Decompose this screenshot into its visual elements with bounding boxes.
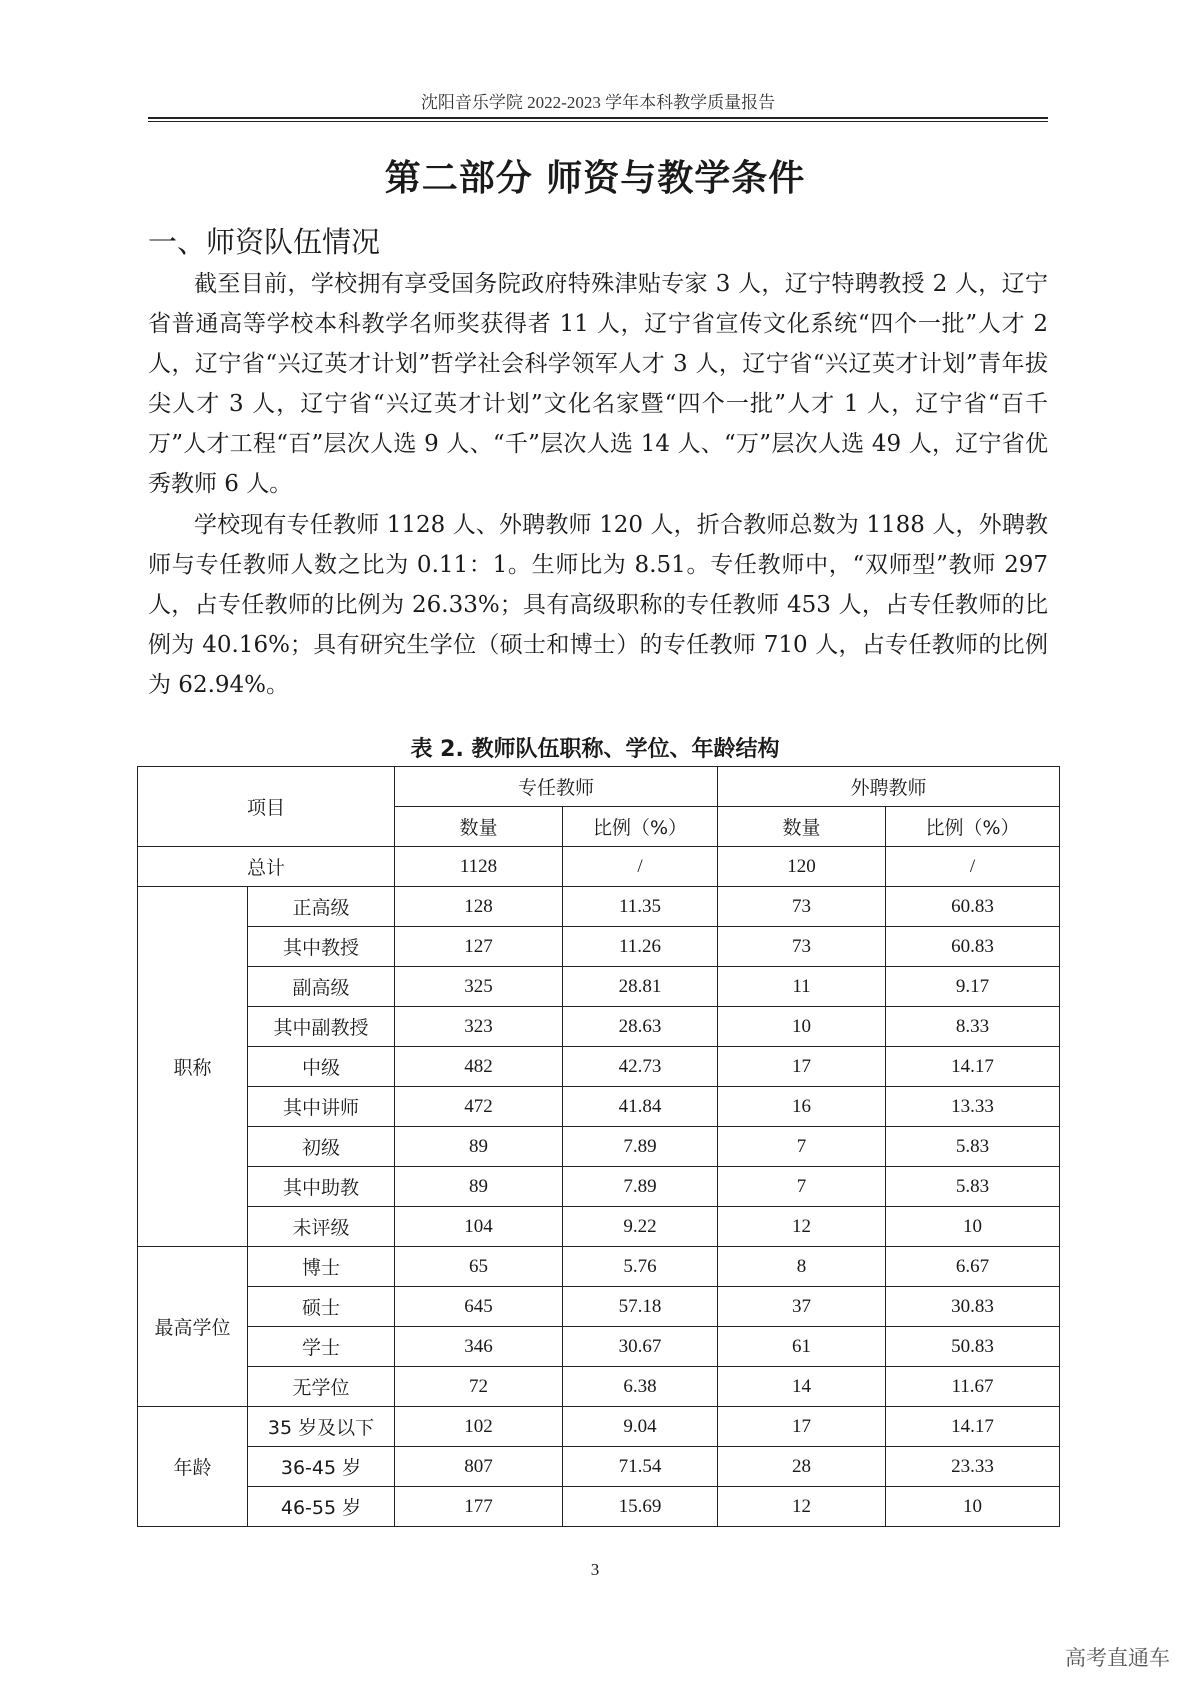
row-label: 中级 xyxy=(248,1047,395,1087)
table-row xyxy=(138,1127,1060,1167)
row-label: 副高级 xyxy=(248,967,395,1007)
total-ft-ratio: / xyxy=(563,847,718,887)
cell-ft-count: 72 xyxy=(395,1367,563,1407)
row-label: 学士 xyxy=(248,1327,395,1367)
cell-ex-ratio: 14.17 xyxy=(886,1047,1060,1087)
cell-ex-count: 61 xyxy=(718,1327,886,1367)
cell-ex-count: 7 xyxy=(718,1167,886,1207)
table-row xyxy=(138,967,1060,1007)
table-row xyxy=(138,1047,1060,1087)
cell-ft-count: 102 xyxy=(395,1407,563,1447)
header-rule xyxy=(148,117,1048,122)
row-label: 博士 xyxy=(248,1247,395,1287)
cell-ex-ratio: 13.33 xyxy=(886,1087,1060,1127)
paragraph-talents: 截至目前，学校拥有享受国务院政府特殊津贴专家 3 人，辽宁特聘教授 2 人，辽宁省普通高等学校本科教学名师奖获得者 11 人，辽宁省宣传文化系统“四个一批”人才 2 人，辽宁省“兴辽英才计划”哲学社会科学领军人才 3 人，辽宁省“兴辽英才计划”青年拔尖人才 3 人，辽宁省“兴辽英才计划”文化名家暨“四个一批”人才 1 人，辽宁省“百千万”人才工程“百”层次人选 9 人、“千”层次人选 14 人、“万”层次人选 49 人，辽宁省优秀教师 6 人。 xyxy=(148,271,1048,497)
total-ex-ratio: / xyxy=(886,847,1060,887)
cell-ex-count: 11 xyxy=(718,967,886,1007)
table-row xyxy=(138,1167,1060,1207)
watermark: 高考直通车 xyxy=(1065,1646,1170,1670)
cell-ft-ratio: 5.76 xyxy=(563,1247,718,1287)
cell-ex-ratio: 8.33 xyxy=(886,1007,1060,1047)
cell-ft-ratio: 9.04 xyxy=(563,1407,718,1447)
cell-ex-ratio: 5.83 xyxy=(886,1127,1060,1167)
total-ex-count: 120 xyxy=(718,847,886,887)
row-label: 其中教授 xyxy=(248,927,395,967)
header-item: 项目 xyxy=(138,767,395,847)
table-row xyxy=(138,1327,1060,1367)
cell-ex-ratio: 10 xyxy=(886,1207,1060,1247)
group-label-age: 年龄 xyxy=(138,1407,248,1527)
cell-ft-ratio: 15.69 xyxy=(563,1487,718,1527)
cell-ex-count: 12 xyxy=(718,1207,886,1247)
cell-ex-ratio: 14.17 xyxy=(886,1407,1060,1447)
cell-ex-ratio: 5.83 xyxy=(886,1167,1060,1207)
section-title: 一、师资队伍情况 xyxy=(148,225,381,259)
row-label: 其中副教授 xyxy=(248,1007,395,1047)
cell-ex-count: 73 xyxy=(718,927,886,967)
header-ex-count: 数量 xyxy=(718,807,886,847)
table-caption: 表 2. 教师队伍职称、学位、年龄结构 xyxy=(410,737,780,762)
faculty-structure-table xyxy=(137,766,1060,1527)
cell-ft-count: 482 xyxy=(395,1047,563,1087)
cell-ex-count: 8 xyxy=(718,1247,886,1287)
table-row xyxy=(138,887,1060,927)
cell-ft-ratio: 11.35 xyxy=(563,887,718,927)
cell-ft-ratio: 41.84 xyxy=(563,1087,718,1127)
cell-ft-ratio: 11.26 xyxy=(563,927,718,967)
paragraph-staff-stats: 学校现有专任教师 1128 人、外聘教师 120 人，折合教师总数为 1188 人，外聘教师与专任教师人数之比为 0.11：1。生师比为 8.51。专任教师中，“双师型”教师 297 人，占专任教师的比例为 26.33%；具有高级职称的专任教师 453 人，占专任教师的比例为 40.16%；具有研究生学位（硕士和博士）的专任教师 710 人，占专任教师的比例为 62.94%。 xyxy=(148,512,1048,698)
cell-ex-count: 12 xyxy=(718,1487,886,1527)
row-label: 未评级 xyxy=(248,1207,395,1247)
table-row-total xyxy=(138,847,1060,887)
row-label: 其中讲师 xyxy=(248,1087,395,1127)
table-row xyxy=(138,1207,1060,1247)
cell-ex-count: 17 xyxy=(718,1047,886,1087)
cell-ex-ratio: 60.83 xyxy=(886,927,1060,967)
header-external: 外聘教师 xyxy=(718,767,1060,807)
row-label: 35 岁及以下 xyxy=(248,1407,395,1447)
row-label: 正高级 xyxy=(248,887,395,927)
table-row xyxy=(138,1487,1060,1527)
row-label: 36-45 岁 xyxy=(248,1447,395,1487)
table-row xyxy=(138,1407,1060,1447)
page-header: 沈阳音乐学院 2022-2023 学年本科教学质量报告 xyxy=(420,93,776,112)
cell-ft-count: 346 xyxy=(395,1327,563,1367)
group-label-title: 职称 xyxy=(138,887,248,1247)
cell-ft-ratio: 28.81 xyxy=(563,967,718,1007)
table-row xyxy=(138,1007,1060,1047)
part-title: 第二部分 师资与教学条件 xyxy=(384,158,806,199)
cell-ex-count: 73 xyxy=(718,887,886,927)
header-ex-ratio: 比例（%） xyxy=(886,807,1060,847)
cell-ex-ratio: 6.67 xyxy=(886,1247,1060,1287)
cell-ex-ratio: 60.83 xyxy=(886,887,1060,927)
table-row xyxy=(138,1287,1060,1327)
row-label: 初级 xyxy=(248,1127,395,1167)
cell-ft-ratio: 6.38 xyxy=(563,1367,718,1407)
cell-ft-ratio: 7.89 xyxy=(563,1127,718,1167)
cell-ft-ratio: 28.63 xyxy=(563,1007,718,1047)
cell-ft-count: 89 xyxy=(395,1127,563,1167)
cell-ex-count: 10 xyxy=(718,1007,886,1047)
cell-ex-ratio: 50.83 xyxy=(886,1327,1060,1367)
cell-ft-ratio: 30.67 xyxy=(563,1327,718,1367)
page-number: 3 xyxy=(590,1560,600,1579)
table-header-row xyxy=(138,767,1060,807)
cell-ft-count: 177 xyxy=(395,1487,563,1527)
table-row xyxy=(138,1367,1060,1407)
table-row xyxy=(138,927,1060,967)
table-row xyxy=(138,1447,1060,1487)
cell-ft-count: 89 xyxy=(395,1167,563,1207)
cell-ft-count: 472 xyxy=(395,1087,563,1127)
cell-ex-count: 14 xyxy=(718,1367,886,1407)
cell-ex-ratio: 9.17 xyxy=(886,967,1060,1007)
total-label: 总计 xyxy=(138,847,395,887)
cell-ex-ratio: 30.83 xyxy=(886,1287,1060,1327)
row-label: 无学位 xyxy=(248,1367,395,1407)
cell-ft-ratio: 71.54 xyxy=(563,1447,718,1487)
row-label: 其中助教 xyxy=(248,1167,395,1207)
cell-ft-count: 807 xyxy=(395,1447,563,1487)
cell-ft-ratio: 7.89 xyxy=(563,1167,718,1207)
header-ft-count: 数量 xyxy=(395,807,563,847)
cell-ex-count: 16 xyxy=(718,1087,886,1127)
table-row xyxy=(138,1087,1060,1127)
cell-ft-count: 127 xyxy=(395,927,563,967)
table-row xyxy=(138,1247,1060,1287)
row-label: 硕士 xyxy=(248,1287,395,1327)
cell-ft-ratio: 9.22 xyxy=(563,1207,718,1247)
cell-ex-count: 37 xyxy=(718,1287,886,1327)
header-ft-ratio: 比例（%） xyxy=(563,807,718,847)
group-label-degree: 最高学位 xyxy=(138,1247,248,1407)
cell-ft-count: 323 xyxy=(395,1007,563,1047)
cell-ft-ratio: 42.73 xyxy=(563,1047,718,1087)
cell-ft-ratio: 57.18 xyxy=(563,1287,718,1327)
cell-ft-count: 104 xyxy=(395,1207,563,1247)
cell-ex-count: 28 xyxy=(718,1447,886,1487)
cell-ft-count: 128 xyxy=(395,887,563,927)
row-label: 46-55 岁 xyxy=(248,1487,395,1527)
cell-ex-count: 17 xyxy=(718,1407,886,1447)
cell-ex-ratio: 23.33 xyxy=(886,1447,1060,1487)
cell-ft-count: 645 xyxy=(395,1287,563,1327)
cell-ft-count: 65 xyxy=(395,1247,563,1287)
cell-ft-count: 325 xyxy=(395,967,563,1007)
cell-ex-ratio: 11.67 xyxy=(886,1367,1060,1407)
cell-ex-ratio: 10 xyxy=(886,1487,1060,1527)
cell-ex-count: 7 xyxy=(718,1127,886,1167)
total-ft-count: 1128 xyxy=(395,847,563,887)
header-fulltime: 专任教师 xyxy=(395,767,718,807)
